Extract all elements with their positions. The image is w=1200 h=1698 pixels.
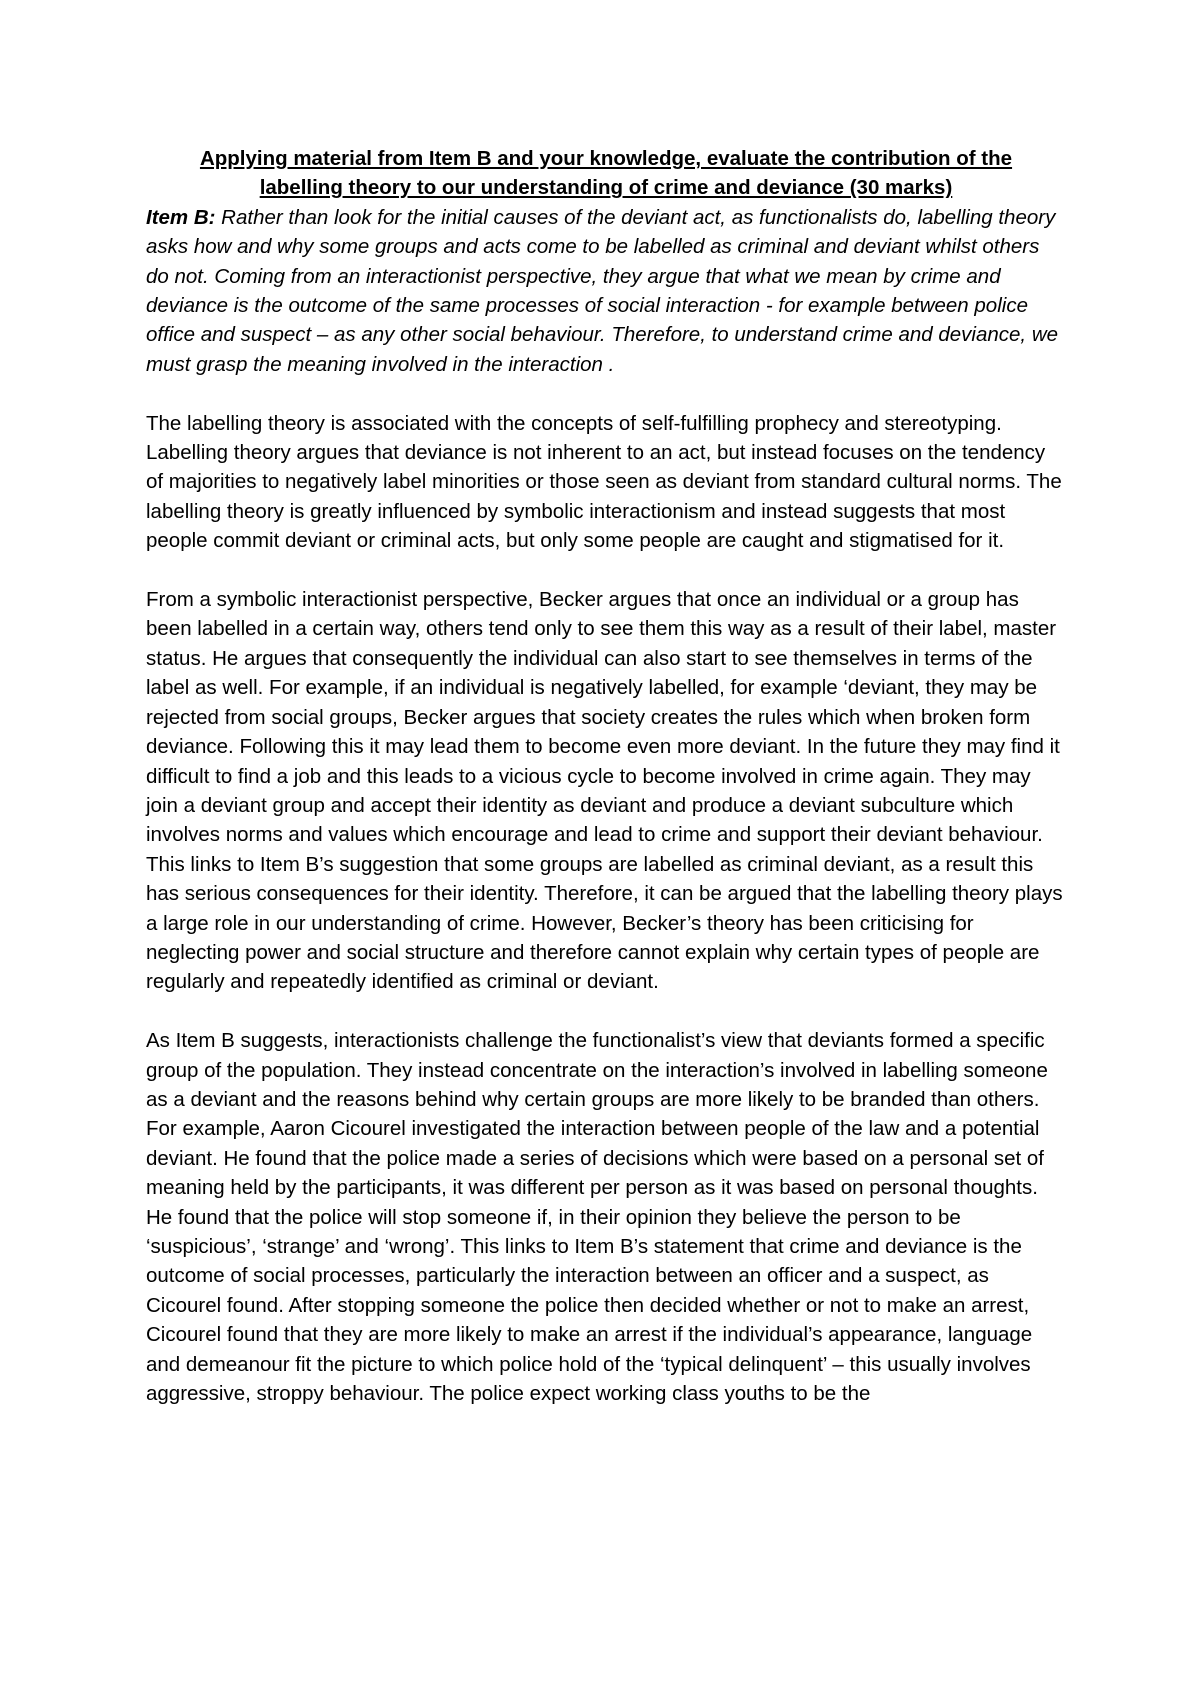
essay-title-line-1: Applying material from Item B and your knowledge, evaluate the contribution of the	[199, 147, 1013, 170]
essay-title	[146, 144, 1066, 203]
document-body	[146, 144, 1066, 1408]
item-b-body: Rather than look for the initial causes of the deviant act, as functionalists do, labelling theory asks how and why some groups and acts come to be labelled as criminal and deviant whilst others do not. Coming from an interactionist perspective, they argue that what we mean by crime and deviance is the outcome of the same processes of social interaction - for example between police office and suspect – as any other social behaviour. Therefore, to understand crime and deviance, we must grasp the meaning involved in the interaction .	[146, 205, 1059, 376]
item-b-label: Item B:	[146, 205, 216, 229]
paragraph-labelling-theory: The labelling theory is associated with the concepts of self-fulfilling prophecy and stereotyping. Labelling theory argues that deviance is not inherent to an act, but instead focuses on the tendency of majorities to negatively label minorities or those seen as deviant from standard cultural norms. The labelling theory is greatly influenced by symbolic interactionism and instead suggests that most people commit deviant or criminal acts, but only some people are caught and stigmatised for it.	[146, 411, 1062, 553]
paragraph-becker: From a symbolic interactionist perspective, Becker argues that once an individual or a group has been labelled in a certain way, others tend only to see them this way as a result of their label, master status. He argues that consequently the individual can also start to see themselves in terms of the label as well. For example, if an individual is negatively labelled, for example ‘deviant, they may be rejected from social groups, Becker argues that society creates the rules which when broken form deviance. Following this it may lead them to become even more deviant. In the future they may find it difficult to find a job and this leads to a vicious cycle to become involved in crime again. They may join a deviant group and accept their identity as deviant and produce a deviant subculture which involves norms and values which encourage and lead to crime and support their deviant behaviour. This links to Item B’s suggestion that some groups are labelled as criminal deviant, as a result this has serious consequences for their identity. Therefore, it can be argued that the labelling theory plays a large role in our understanding of crime. However, Becker’s theory has been criticising for neglecting power and social structure and therefore cannot explain why certain types of people are regularly and repeatedly identified as criminal or deviant.	[146, 588, 1063, 994]
paragraph-cicourel: As Item B suggests, interactionists challenge the functionalist’s view that deviants formed a specific group of the population. They instead concentrate on the interaction’s involved in labelling someone as a deviant and the reasons behind why certain groups are more likely to be branded than others. For example, Aaron Cicourel investigated the interaction between people of the law and a potential deviant. He found that the police made a series of decisions which were based on a personal set of meaning held by the participants, it was different per person as it was based on personal thoughts. He found that the police will stop someone if, in their opinion they believe the person to be ‘suspicious’, ‘strange’ and ‘wrong’. This links to Item B’s statement that crime and deviance is the outcome of social processes, particularly the interaction between an officer and a suspect, as Cicourel found. After stopping someone the police then decided whether or not to make an arrest, Cicourel found that they are more likely to make an arrest if the individual’s appearance, language and demeanour fit the picture to which police hold of the ‘typical delinquent’ – this usually involves aggressive, stroppy behaviour. The police expect working class youths to be the	[146, 1029, 1048, 1406]
essay-title-line-2: labelling theory to our understanding of crime and deviance (30 marks)	[259, 176, 953, 200]
item-b-source-text	[146, 203, 1066, 379]
